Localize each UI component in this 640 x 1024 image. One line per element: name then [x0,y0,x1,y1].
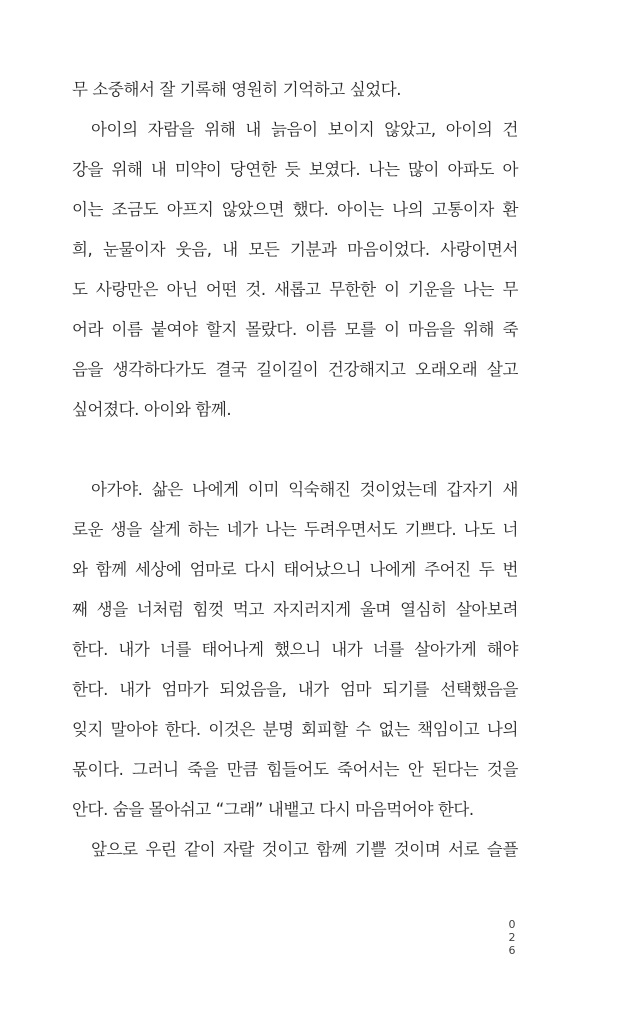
text-line: 로운 생을 살게 하는 네가 나는 두려우면서도 기쁘다. 나도 너 [72,520,518,539]
text-line: 강을 위해 내 미약이 당연한 듯 보였다. 나는 많이 아파도 아 [72,160,518,179]
text-line: 어라 이름 붙여야 할지 몰랐다. 이름 모를 이 마음을 위해 죽 [72,320,518,339]
page-number-digit: 6 [508,944,516,957]
text-line: 음을 생각하다가도 결국 길이길이 건강해지고 오래오래 살고 [72,360,518,379]
body-text [72,74,518,874]
text-line: 안다. 숨을 몰아쉬고 “그래” 내뱉고 다시 마음먹어야 한다. [72,800,474,819]
text-line: 희, 눈물이자 웃음, 내 모든 기분과 마음이었다. 사랑이면서 [72,240,518,259]
page-number-digit: 2 [508,931,516,944]
text-line: 이는 조금도 아프지 않았으면 했다. 아이는 나의 고통이자 환 [72,200,518,219]
text-line: 도 사랑만은 아닌 어떤 것. 새롭고 무한한 이 기운을 나는 무 [72,280,518,299]
paragraph-spacer [72,434,518,474]
text-line: 몫이다. 그러니 죽을 만큼 힘들어도 죽어서는 안 된다는 것을 [72,760,518,779]
text-line: 한다. 내가 엄마가 되었음을, 내가 엄마 되기를 선택했음을 [72,680,518,699]
page-number [505,918,519,957]
text-line: 째 생을 너처럼 힘껏 먹고 자지러지게 울며 열심히 살아보려 [72,600,518,619]
text-line: 앞으로 우린 같이 자랄 것이고 함께 기쁠 것이며 서로 슬플 [91,840,518,859]
text-line: 한다. 내가 너를 태어나게 했으니 내가 너를 살아가게 해야 [72,640,518,659]
page-number-digit: 0 [508,918,516,931]
text-line: 아가야. 삶은 나에게 이미 익숙해진 것이었는데 갑자기 새 [91,480,518,499]
text-line: 무 소중해서 잘 기록해 영원히 기억하고 싶었다. [72,80,402,99]
text-line: 싶어졌다. 아이와 함께. [72,400,232,419]
text-line: 아이의 자람을 위해 내 늙음이 보이지 않았고, 아이의 건 [91,120,518,139]
text-line: 잊지 말아야 한다. 이것은 분명 회피할 수 없는 책임이고 나의 [72,720,518,739]
text-line: 와 함께 세상에 엄마로 다시 태어났으니 나에게 주어진 두 번 [72,560,518,579]
